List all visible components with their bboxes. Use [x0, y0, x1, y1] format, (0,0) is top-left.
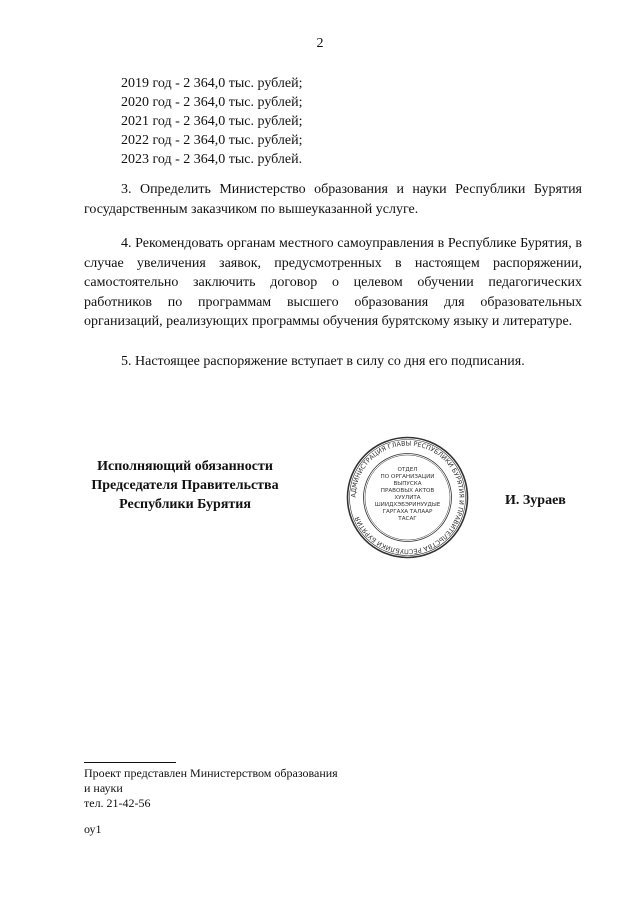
signature-title-line2: Председателя Правительства [91, 478, 279, 493]
budget-line-2020: 2020 год - 2 364,0 тыс. рублей; [121, 95, 303, 110]
paragraph-5: 5. Настоящее распоряжение вступает в силу со дня его подписания. [121, 354, 525, 369]
seal-line-4: ПРАВОВЫХ АКТОВ [380, 488, 435, 494]
footnote-divider [84, 762, 176, 763]
signature-title [74, 457, 296, 514]
seal-line-3: ВЫПУСКА [393, 481, 422, 487]
budget-line-2019: 2019 год - 2 364,0 тыс. рублей; [121, 76, 303, 91]
seal-line-8: ТАСАГ [398, 516, 417, 522]
budget-list [121, 74, 303, 169]
footnote-phone: тел. 21-42-56 [84, 796, 151, 810]
footnote-line2: и науки [84, 781, 123, 795]
seal-line-6: ШИИДХЭБЭРИНУУДЫЕ [374, 502, 441, 508]
signature-title-line1: Исполняющий обязанности [97, 459, 273, 474]
seal-line-2: ПО ОРГАНИЗАЦИИ [380, 474, 435, 480]
paragraph-3: 3. Определить Министерство образования и науки Республики Бурятия государственным заказчиком по вышеуказанной услуге. [84, 182, 582, 217]
seal-line-7: ГАРГАХА ТАЛААР [382, 509, 433, 515]
signatory-name: И. Зураев [505, 493, 566, 508]
budget-line-2021: 2021 год - 2 364,0 тыс. рублей; [121, 114, 303, 129]
seal-ring-text: АДМИНИСТРАЦИЯ ГЛАВЫ РЕСПУБЛИКИ БУРЯТИЯ И ПРАВИТЕЛЬСТВА РЕСПУБЛИКИ БУРЯТИЯ [349, 439, 466, 556]
seal-line-5: ХУУЛИТА [394, 495, 421, 501]
page-number: 2 [316, 36, 324, 51]
footnote [84, 766, 338, 811]
official-seal [345, 435, 470, 560]
paragraph-4: 4. Рекомендовать органам местного самоуправления в Республике Бурятия, в случае увеличения заявок, предусмотренных в настоящем распоряжении, самостоятельно заключить договор о целевом обучении педагогических работников по программам высшего образования для образовательных организаций, реализующих программы обучения бурятскому языку и литературе. [84, 236, 582, 329]
signature-title-line3: Республики Бурятия [119, 497, 251, 512]
document-code: оу1 [84, 822, 102, 836]
footnote-line1: Проект представлен Министерством образования [84, 766, 338, 780]
budget-line-2022: 2022 год - 2 364,0 тыс. рублей; [121, 133, 303, 148]
seal-line-1: ОТДЕЛ [397, 467, 418, 473]
budget-line-2023: 2023 год - 2 364,0 тыс. рублей. [121, 152, 303, 167]
